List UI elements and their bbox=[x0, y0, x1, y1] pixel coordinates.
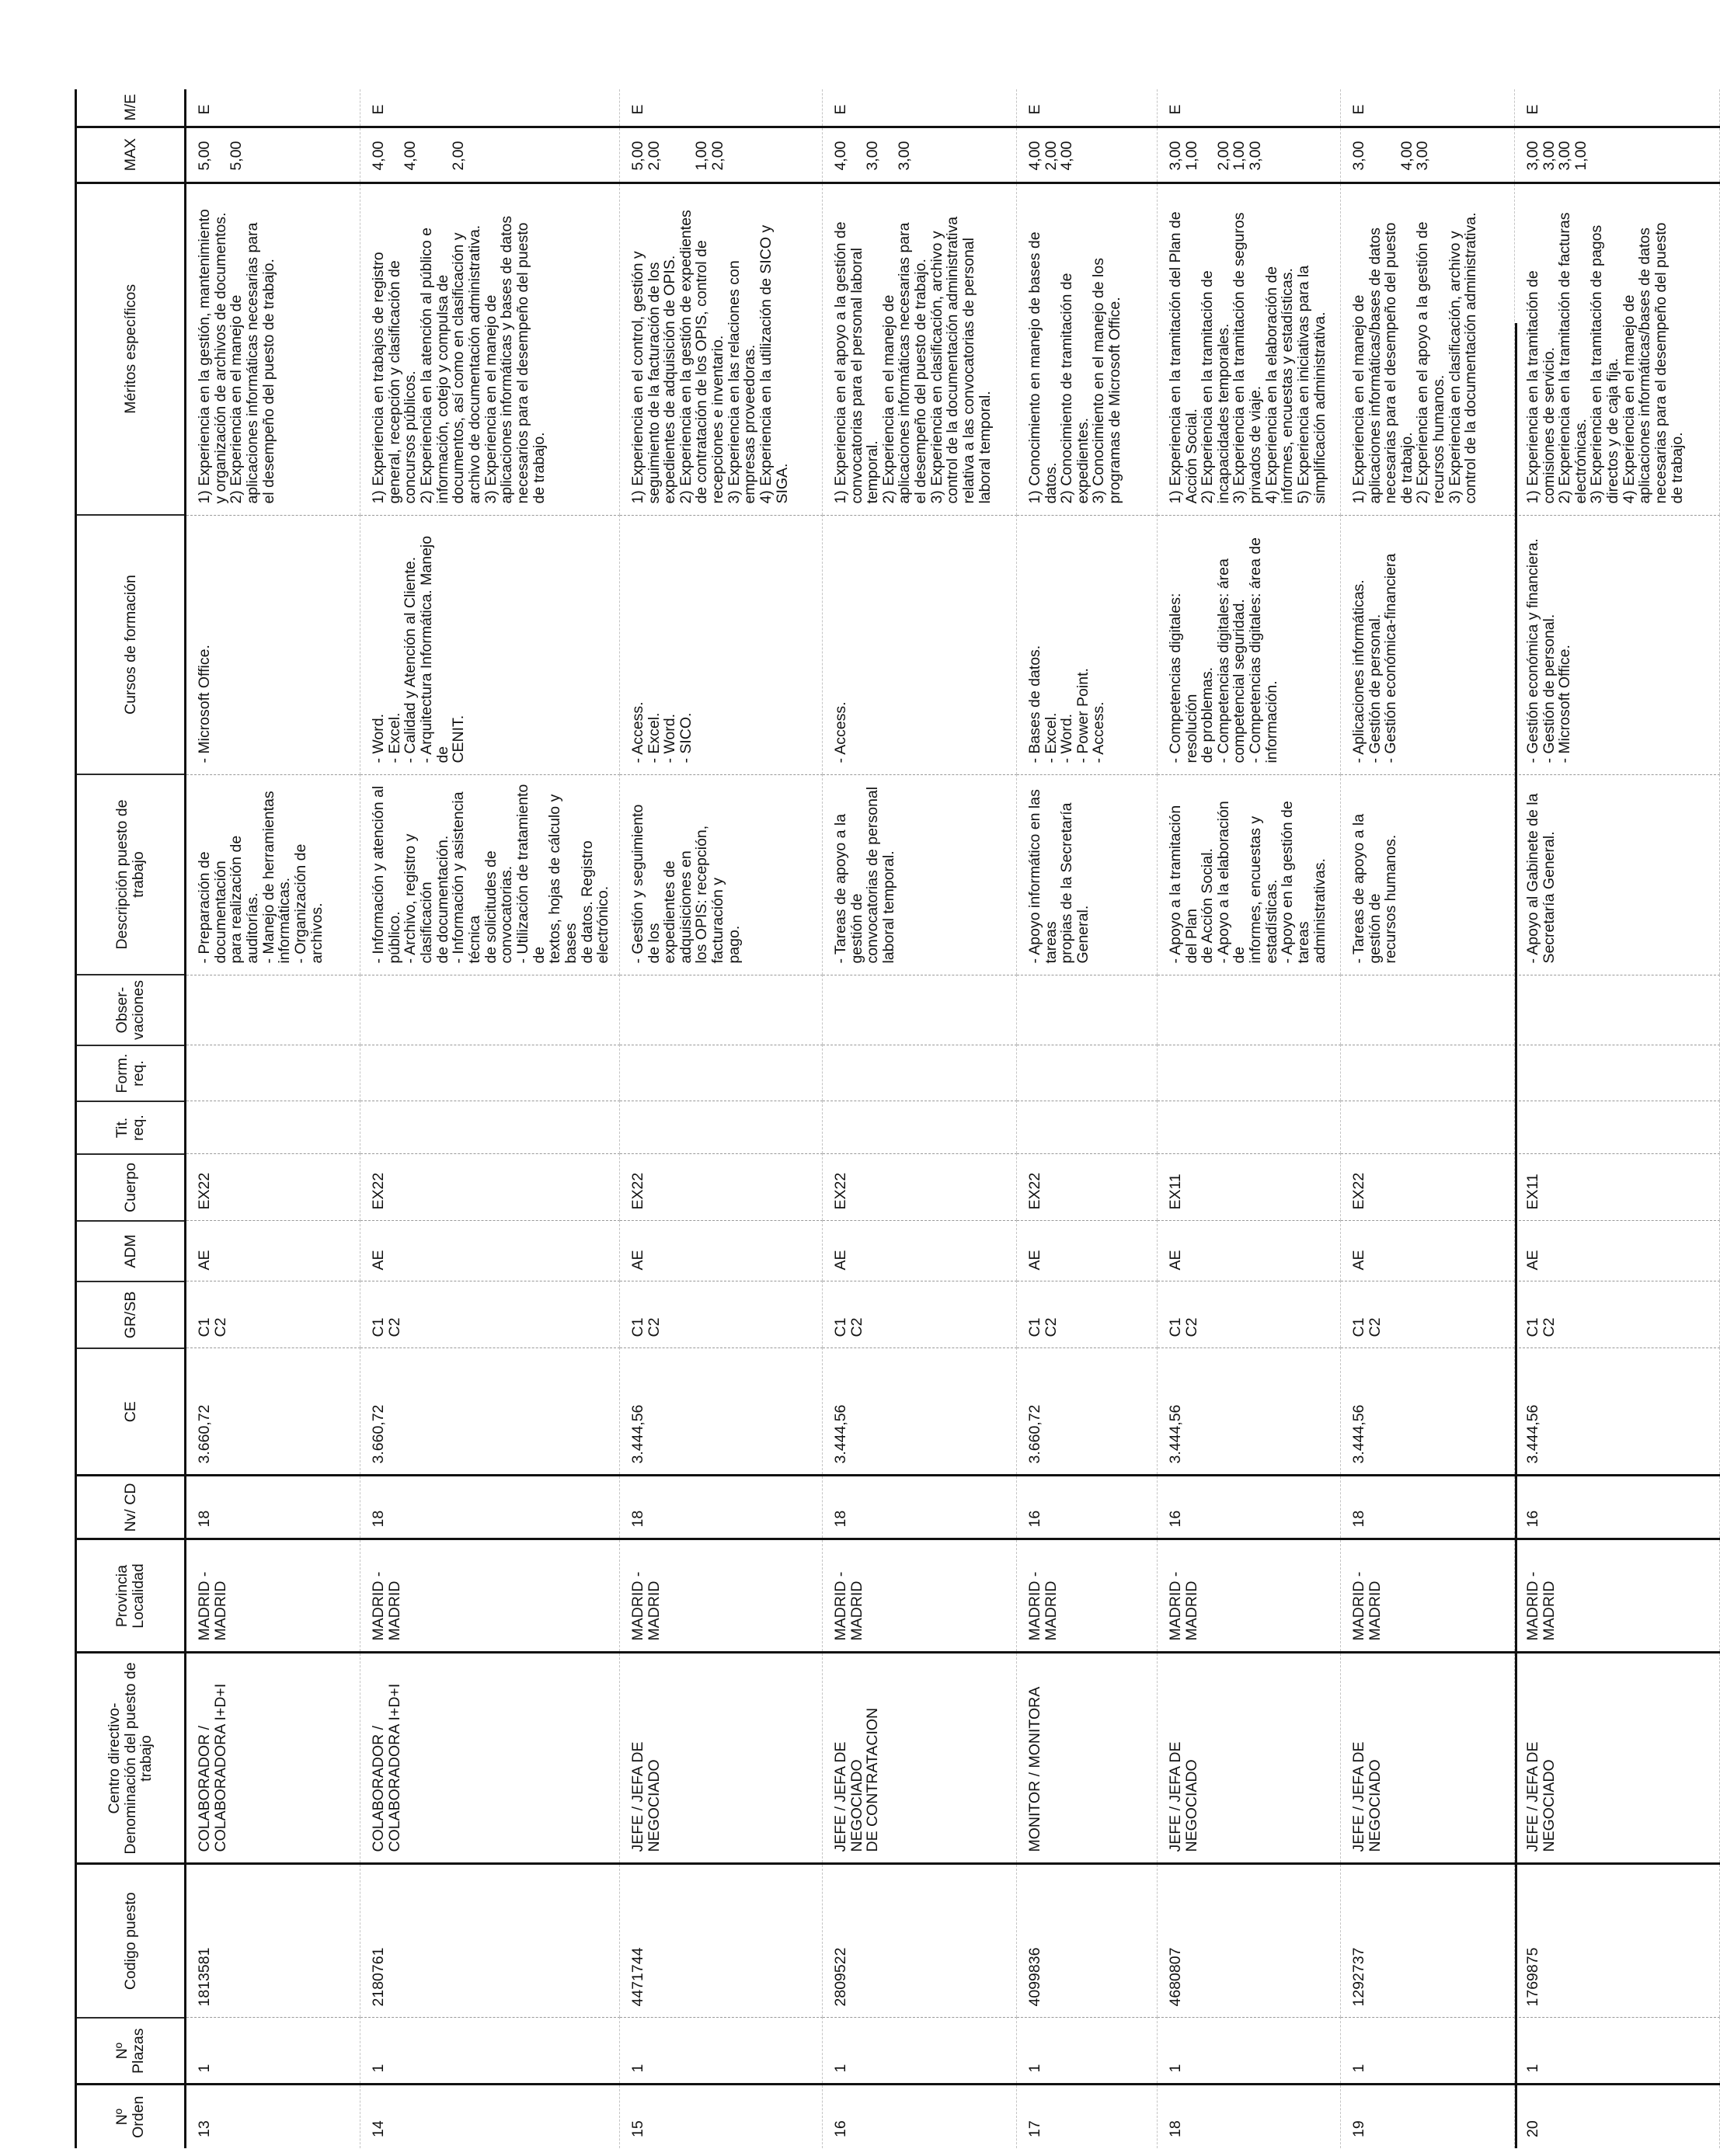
cell-centro: JEFE / JEFA DE NEGOCIADO bbox=[1514, 1653, 1719, 1864]
cell-provincia: MADRID - MADRID bbox=[360, 1539, 620, 1653]
cell-plazas: 1 bbox=[186, 2018, 360, 2085]
cell-nivel: 16 bbox=[1157, 1476, 1340, 1539]
header-max: MAX bbox=[76, 127, 186, 183]
job-positions-table bbox=[75, 89, 1720, 2148]
cell-me: E bbox=[619, 89, 822, 127]
cell-centro: JEFE / JEFA DE NEGOCIADO bbox=[619, 1653, 822, 1864]
cell-cuerpo: EX22 bbox=[186, 1154, 360, 1221]
cell-form bbox=[1016, 1045, 1157, 1101]
cell-nivel: 18 bbox=[1340, 1476, 1514, 1539]
cell-descripcion: - Preparación de documentación para realización de auditorías. - Manejo de herramientas informáticas. - Organización de archivos. bbox=[186, 774, 360, 975]
cell-nivel: 18 bbox=[619, 1476, 822, 1539]
cell-descripcion: - Gestión y seguimiento de los expedientes de adquisiciones en los OPIS: recepción, facturación y pago. bbox=[619, 774, 822, 975]
table-row bbox=[822, 89, 1016, 2148]
cell-form bbox=[186, 1045, 360, 1101]
cell-plazas: 1 bbox=[822, 2018, 1016, 2085]
cell-codigo: 2809522 bbox=[822, 1864, 1016, 2018]
cell-codigo: 4471744 bbox=[619, 1864, 822, 2018]
header-form: Form. req. bbox=[76, 1045, 186, 1101]
cell-grsb: C1 C2 bbox=[186, 1281, 360, 1348]
cell-tit bbox=[1514, 1101, 1719, 1154]
cell-plazas: 1 bbox=[1514, 2018, 1719, 2085]
cell-cuerpo: EX22 bbox=[619, 1154, 822, 1221]
header-plazas: Nº Plazas bbox=[76, 2018, 186, 2085]
table-row bbox=[619, 89, 822, 2148]
cell-max: 4,00 2,00 4,00 bbox=[1016, 127, 1157, 183]
header-nivel: Nv/ CD bbox=[76, 1476, 186, 1539]
cell-obs bbox=[186, 975, 360, 1045]
cell-adm: AE bbox=[186, 1221, 360, 1281]
cell-nivel: 18 bbox=[822, 1476, 1016, 1539]
cell-centro: JEFE / JEFA DE NEGOCIADO bbox=[1157, 1653, 1340, 1864]
cell-obs bbox=[822, 975, 1016, 1045]
cell-tit bbox=[1016, 1101, 1157, 1154]
header-cursos: Cursos de formación bbox=[76, 515, 186, 774]
cell-descripcion: - Apoyo informático en las tareas propias de la Secretaría General. bbox=[1016, 774, 1157, 975]
cell-cursos: - Aplicaciones informáticas. - Gestión de personal. - Gestión económica-financiera bbox=[1340, 515, 1514, 774]
cell-obs bbox=[1340, 975, 1514, 1045]
cell-obs bbox=[619, 975, 822, 1045]
header-descripcion: Descripción puesto de trabajo bbox=[76, 774, 186, 975]
cell-obs bbox=[1514, 975, 1719, 1045]
cell-me: E bbox=[360, 89, 620, 127]
cell-ce: 3.444,56 bbox=[822, 1348, 1016, 1476]
cell-adm: AE bbox=[1514, 1221, 1719, 1281]
cell-cursos: - Microsoft Office. bbox=[186, 515, 360, 774]
cell-obs bbox=[1157, 975, 1340, 1045]
cell-obs bbox=[360, 975, 620, 1045]
cell-adm: AE bbox=[619, 1221, 822, 1281]
header-orden: Nº Orden bbox=[76, 2085, 186, 2148]
cell-adm: AE bbox=[360, 1221, 620, 1281]
cell-max: 4,00 4,00 2,00 bbox=[360, 127, 620, 183]
cell-meritos: 1) Experiencia en trabajos de registro general, recepción y clasificación de concursos públicos. 2) Experiencia en la atención al público e información, cotejo y compulsa de documentos, así como en clasificación y archivo de documentación administrativa. 3) Experiencia en el manejo de aplicaciones informáticas y bases de datos necesarios para el desempeño del puesto de trabajo. bbox=[360, 183, 620, 515]
cell-codigo: 2180761 bbox=[360, 1864, 620, 2018]
header-cuerpo: Cuerpo bbox=[76, 1154, 186, 1221]
header-grsb: GR/SB bbox=[76, 1281, 186, 1348]
cell-nivel: 16 bbox=[1514, 1476, 1719, 1539]
cell-centro: COLABORADOR / COLABORADORA I+D+I bbox=[360, 1653, 620, 1864]
cell-meritos: 1) Experiencia en el control, gestión y seguimiento de la facturación de los expedientes de adquisición de OPIS. 2) Experiencia en la gestión de expedientes de contratación de los OPIS, control de recepciones e inventario. 3) Experiencia en las relaciones con empresas proveedoras. 4) Experiencia en la utilización de SICO y SIGA. bbox=[619, 183, 822, 515]
cell-codigo: 1292737 bbox=[1340, 1864, 1514, 2018]
header-adm: ADM bbox=[76, 1221, 186, 1281]
cell-form bbox=[1157, 1045, 1340, 1101]
header-centro: Centro directivo-Denominación del puesto de trabajo bbox=[76, 1653, 186, 1864]
table-row bbox=[1340, 89, 1514, 2148]
bottom-rule bbox=[1515, 323, 1517, 2148]
cell-form bbox=[1340, 1045, 1514, 1101]
cell-tit bbox=[1157, 1101, 1340, 1154]
cell-meritos: 1) Experiencia en el apoyo a la gestión de convocatorias para el personal laboral temporal. 2) Experiencia en el manejo de aplicaciones informáticas necesarias para el desempeño del puesto de trabajo. 3) Experiencia en clasificación, archivo y control de la documentación administrativa relativa a las convocatorias de personal laboral temporal. bbox=[822, 183, 1016, 515]
cell-form bbox=[822, 1045, 1016, 1101]
cell-provincia: MADRID - MADRID bbox=[1514, 1539, 1719, 1653]
cell-codigo: 1769875 bbox=[1514, 1864, 1719, 2018]
cell-orden: 17 bbox=[1016, 2085, 1157, 2148]
cell-max: 5,00 5,00 bbox=[186, 127, 360, 183]
cell-orden: 16 bbox=[822, 2085, 1016, 2148]
cell-centro: JEFE / JEFA DE NEGOCIADO DE CONTRATACION bbox=[822, 1653, 1016, 1864]
cell-orden: 13 bbox=[186, 2085, 360, 2148]
cell-meritos: 1) Experiencia en la gestión, mantenimiento y organización de archivos de documentos. 2) Experiencia en el manejo de aplicaciones informáticas necesarias para el desempeño del puesto de trabajo. bbox=[186, 183, 360, 515]
cell-obs bbox=[1016, 975, 1157, 1045]
table-row bbox=[186, 89, 360, 2148]
cell-descripcion: - Apoyo al Gabinete de la Secretaría General. bbox=[1514, 774, 1719, 975]
cell-plazas: 1 bbox=[1157, 2018, 1340, 2085]
cell-meritos: 1) Conocimiento en manejo de bases de datos. 2) Conocimiento de tramitación de expedientes. 3) Conocimiento en el manejo de los programas de Microsoft Office. bbox=[1016, 183, 1157, 515]
cell-adm: AE bbox=[1157, 1221, 1340, 1281]
cell-cuerpo: EX22 bbox=[1340, 1154, 1514, 1221]
cell-nivel: 18 bbox=[360, 1476, 620, 1539]
cell-ce: 3.444,56 bbox=[1514, 1348, 1719, 1476]
cell-ce: 3.660,72 bbox=[186, 1348, 360, 1476]
cell-orden: 19 bbox=[1340, 2085, 1514, 2148]
cell-nivel: 16 bbox=[1016, 1476, 1157, 1539]
cell-provincia: MADRID - MADRID bbox=[1157, 1539, 1340, 1653]
cell-provincia: MADRID - MADRID bbox=[186, 1539, 360, 1653]
cell-descripcion: - Apoyo a la tramitación del Plan de Acción Social. - Apoyo a la elaboración de informes, encuestas y estadísticas. - Apoyo en la gestión de tareas administrativas. bbox=[1157, 774, 1340, 975]
cell-form bbox=[1514, 1045, 1719, 1101]
cell-nivel: 18 bbox=[186, 1476, 360, 1539]
cell-form bbox=[619, 1045, 822, 1101]
cell-centro: COLABORADOR / COLABORADORA I+D+I bbox=[186, 1653, 360, 1864]
cell-provincia: MADRID - MADRID bbox=[619, 1539, 822, 1653]
cell-grsb: C1 C2 bbox=[619, 1281, 822, 1348]
cell-cursos: - Word. - Excel. - Calidad y Atención al Cliente. - Arquitectura Informática. Manejo de CENIT. bbox=[360, 515, 620, 774]
header-tit: Tit. req. bbox=[76, 1101, 186, 1154]
cell-grsb: C1 C2 bbox=[1514, 1281, 1719, 1348]
cell-cuerpo: EX11 bbox=[1514, 1154, 1719, 1221]
cell-ce: 3.444,56 bbox=[619, 1348, 822, 1476]
cell-tit bbox=[822, 1101, 1016, 1154]
cell-centro: MONITOR / MONITORA bbox=[1016, 1653, 1157, 1864]
cell-cursos: - Access. bbox=[822, 515, 1016, 774]
cell-cuerpo: EX22 bbox=[360, 1154, 620, 1221]
cell-me: E bbox=[1340, 89, 1514, 127]
cell-meritos: 1) Experiencia en la tramitación de comisiones de servicio. 2) Experiencia en la tramitación de facturas electrónicas. 3) Experiencia en la tramitación de pagos directos y de caja fija. 4) Experiencia en el manejo de aplicaciones informáticas/bases de datos necesarias para el desempeño del puesto de trabajo. bbox=[1514, 183, 1719, 515]
cell-provincia: MADRID - MADRID bbox=[822, 1539, 1016, 1653]
header-ce: CE bbox=[76, 1348, 186, 1476]
cell-ce: 3.444,56 bbox=[1340, 1348, 1514, 1476]
cell-max: 4,00 3,00 3,00 bbox=[822, 127, 1016, 183]
cell-provincia: MADRID - MADRID bbox=[1016, 1539, 1157, 1653]
cell-descripcion: - Tareas de apoyo a la gestión de recursos humanos. bbox=[1340, 774, 1514, 975]
header-obs: Obser-vaciones bbox=[76, 975, 186, 1045]
cell-cursos: - Competencias digitales: resolución de problemas. - Competencias digitales: área competencial seguridad. - Competencias digitales: área de información. bbox=[1157, 515, 1340, 774]
cell-cuerpo: EX22 bbox=[1016, 1154, 1157, 1221]
cell-tit bbox=[619, 1101, 822, 1154]
cell-cuerpo: EX22 bbox=[822, 1154, 1016, 1221]
header-provincia: Provincia Localidad bbox=[76, 1539, 186, 1653]
cell-centro: JEFE / JEFA DE NEGOCIADO bbox=[1340, 1653, 1514, 1864]
cell-orden: 14 bbox=[360, 2085, 620, 2148]
header-me: M/E bbox=[76, 89, 186, 127]
cell-meritos: 1) Experiencia en el manejo de aplicaciones informáticas/bases de datos necesarias para el desempeño del puesto de trabajo. 2) Experiencia en el apoyo a la gestión de recursos humanos. 3) Experiencia en clasificación, archivo y control de la documentación administrativa. bbox=[1340, 183, 1514, 515]
cell-provincia: MADRID - MADRID bbox=[1340, 1539, 1514, 1653]
cell-codigo: 1813581 bbox=[186, 1864, 360, 2018]
cell-adm: AE bbox=[822, 1221, 1016, 1281]
cell-ce: 3.660,72 bbox=[360, 1348, 620, 1476]
cell-tit bbox=[186, 1101, 360, 1154]
cell-grsb: C1 C2 bbox=[360, 1281, 620, 1348]
cell-plazas: 1 bbox=[360, 2018, 620, 2085]
cell-tit bbox=[360, 1101, 620, 1154]
cell-me: E bbox=[822, 89, 1016, 127]
cell-descripcion: - Tareas de apoyo a la gestión de convocatorias de personal laboral temporal. bbox=[822, 774, 1016, 975]
table-row bbox=[1514, 89, 1719, 2148]
cell-max: 3,00 3,00 3,00 1,00 bbox=[1514, 127, 1719, 183]
cell-grsb: C1 C2 bbox=[1340, 1281, 1514, 1348]
cell-max: 3,00 4,00 3,00 bbox=[1340, 127, 1514, 183]
cell-orden: 18 bbox=[1157, 2085, 1340, 2148]
cell-tit bbox=[1340, 1101, 1514, 1154]
cell-cuerpo: EX11 bbox=[1157, 1154, 1340, 1221]
cell-descripcion: - Información y atención al público. - Archivo, registro y clasificación de documentación. - Información y asistencia técnica de solicitudes de convocatorias. - Utilización de tratamiento de textos, hojas de cálculo y bases de datos. Registro electrónico. bbox=[360, 774, 620, 975]
table-row bbox=[360, 89, 620, 2148]
header-meritos: Méritos específicos bbox=[76, 183, 186, 515]
cell-form bbox=[360, 1045, 620, 1101]
header-row bbox=[76, 89, 186, 2148]
cell-orden: 15 bbox=[619, 2085, 822, 2148]
cell-grsb: C1 C2 bbox=[822, 1281, 1016, 1348]
cell-me: E bbox=[1016, 89, 1157, 127]
table-row bbox=[1157, 89, 1340, 2148]
cell-grsb: C1 C2 bbox=[1157, 1281, 1340, 1348]
cell-meritos: 1) Experiencia en la tramitación del Plan de Acción Social. 2) Experiencia en la tramitación de incapacidades temporales. 3) Experiencia en la tramitación de seguros privados de viaje. 4) Experiencia en la elaboración de informes, encuestas y estadísticas. 5) Experiencia en iniciativas para la simplificación administrativa. bbox=[1157, 183, 1340, 515]
cell-cursos: - Bases de datos. - Excel. - Word. - Power Point. - Access. bbox=[1016, 515, 1157, 774]
cell-grsb: C1 C2 bbox=[1016, 1281, 1157, 1348]
cell-me: E bbox=[1514, 89, 1719, 127]
cell-codigo: 4099836 bbox=[1016, 1864, 1157, 2018]
cell-plazas: 1 bbox=[619, 2018, 822, 2085]
cell-adm: AE bbox=[1016, 1221, 1157, 1281]
cell-max: 5,00 2,00 1,00 2,00 bbox=[619, 127, 822, 183]
header-codigo: Codigo puesto bbox=[76, 1864, 186, 2018]
cell-cursos: - Access. - Excel. - Word. - SICO. bbox=[619, 515, 822, 774]
cell-max: 3,00 1,00 2,00 1,00 3,00 bbox=[1157, 127, 1340, 183]
cell-ce: 3.444,56 bbox=[1157, 1348, 1340, 1476]
cell-adm: AE bbox=[1340, 1221, 1514, 1281]
cell-plazas: 1 bbox=[1016, 2018, 1157, 2085]
cell-plazas: 1 bbox=[1340, 2018, 1514, 2085]
cell-me: E bbox=[1157, 89, 1340, 127]
cell-orden: 20 bbox=[1514, 2085, 1719, 2148]
cell-ce: 3.660,72 bbox=[1016, 1348, 1157, 1476]
table-row bbox=[1016, 89, 1157, 2148]
cell-cursos: - Gestión económica y financiera. - Gestión de personal. - Microsoft Office. bbox=[1514, 515, 1719, 774]
cell-codigo: 4680807 bbox=[1157, 1864, 1340, 2018]
cell-me: E bbox=[186, 89, 360, 127]
